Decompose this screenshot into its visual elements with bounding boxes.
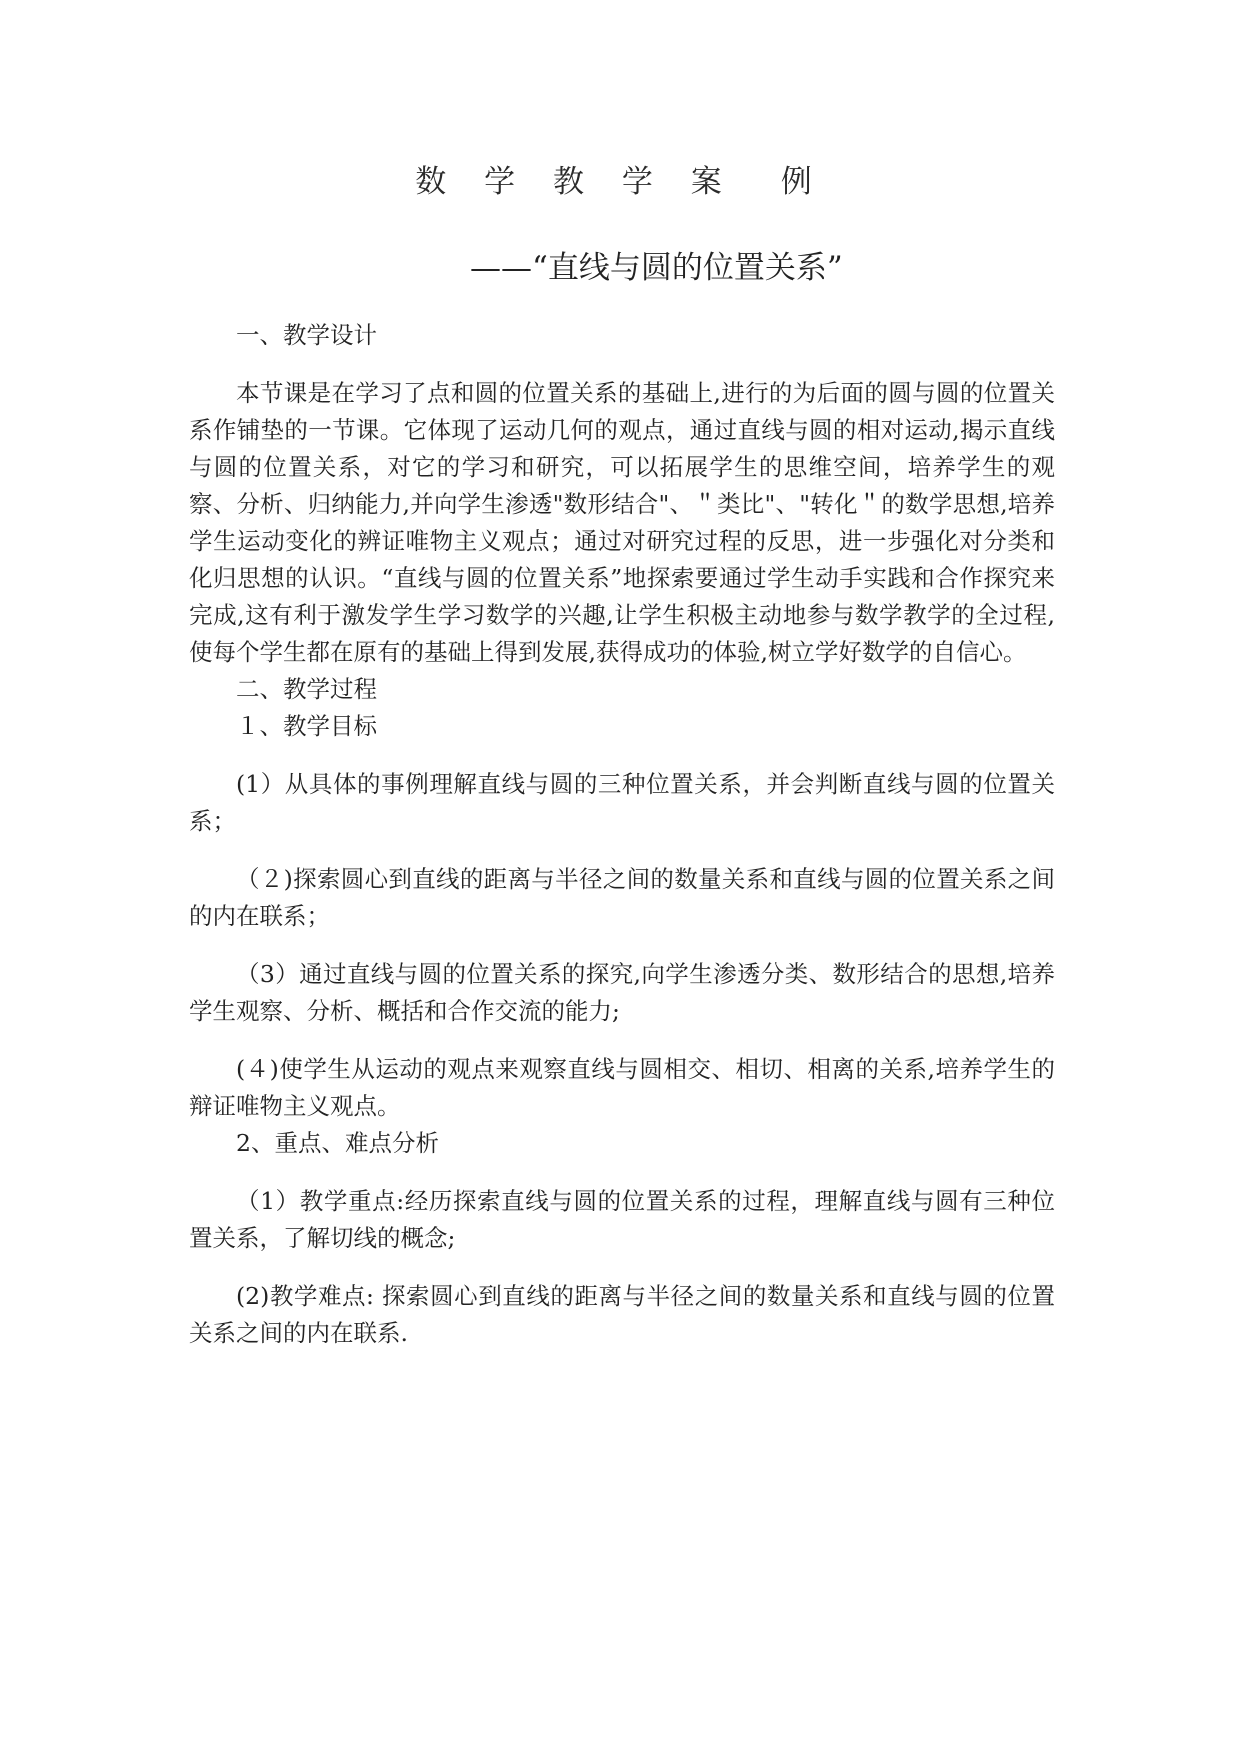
teaching-goal-2: （２)探索圆心到直线的距离与半径之间的数量关系和直线与圆的位置关系之间的内在联系；: [189, 865, 1055, 930]
difficult-point-paragraph: (2)教学难点: 探索圆心到直线的距离与半径之间的数量关系和直线与圆的位置关系之间的内在联系.: [189, 1282, 1055, 1347]
teaching-goal-1: (1）从具体的事例理解直线与圆的三种位置关系，并会判断直线与圆的位置关系；: [189, 770, 1055, 835]
document-subtitle: ——“直线与圆的位置关系”: [470, 250, 843, 286]
subsection-heading-key-difficult-points: 2、重点、难点分析: [236, 1129, 439, 1157]
teaching-design-paragraph: 本节课是在学习了点和圆的位置关系的基础上,进行的为后面的圆与圆的位置关系作铺垫的一节课。它体现了运动几何的观点，通过直线与圆的相对运动,揭示直线与圆的位置关系，对它的学习和研究，可以拓展学生的思维空间，培养学生的观察、分析、归纳能力,并向学生渗透"数形结合"、＂类比"、"转化＂的数学思想,培养学生运动变化的辨证唯物主义观点；通过对研究过程的反思，进一步强化对分类和化归思想的认识。“直线与圆的位置关系”地探索要通过学生动手实践和合作探究来完成,这有利于激发学生学习数学的兴趣,让学生积极主动地参与数学教学的全过程,使每个学生都在原有的基础上得到发展,获得成功的体验,树立学好数学的自信心。: [189, 379, 1055, 666]
teaching-goal-3: （3）通过直线与圆的位置关系的探究,向学生渗透分类、数形结合的思想,培养学生观察、分析、概括和合作交流的能力;: [189, 960, 1055, 1025]
teaching-goal-4: (４)使学生从运动的观点来观察直线与圆相交、相切、相离的关系,培养学生的辩证唯物主义观点。: [189, 1055, 1055, 1120]
key-point-paragraph: （1）教学重点:经历探索直线与圆的位置关系的过程，理解直线与圆有三种位置关系，了解切线的概念;: [189, 1187, 1055, 1252]
section-heading-teaching-design: 一、教学设计: [236, 321, 377, 349]
subsection-heading-teaching-goals: １、教学目标: [236, 712, 377, 740]
document-body: [189, 317, 1055, 1352]
section-heading-teaching-process: 二、教学过程: [236, 675, 377, 703]
document-title: 数 学 教 学 案 例: [415, 164, 826, 200]
